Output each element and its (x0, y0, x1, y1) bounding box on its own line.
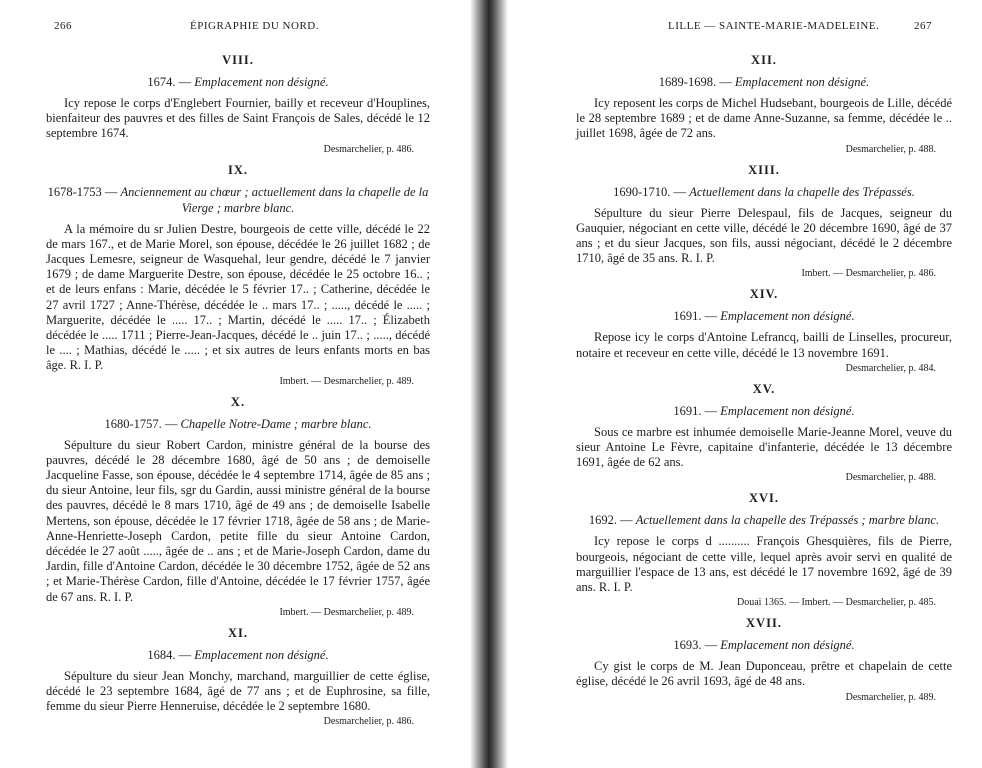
entry-dates: 1692. — (588, 513, 633, 528)
entry-source: Imbert. — Desmarchelier, p. 486. (801, 268, 936, 280)
left-page (0, 0, 478, 768)
entry-heading (576, 637, 952, 653)
epitaph-entry (576, 287, 952, 373)
epitaph-entry (46, 395, 430, 618)
entry-location: Actuellement dans la chapelle des Trépassés ; marbre blanc. (635, 513, 940, 528)
epitaph-entry (576, 616, 952, 702)
entry-heading (46, 74, 430, 90)
entry-source: Desmarchelier, p. 488. (845, 143, 936, 155)
entry-location: Emplacement non désigné. (194, 647, 329, 662)
right-page (498, 0, 982, 768)
entry-dates: 1691. — (673, 403, 718, 418)
entry-numeral: XII. (751, 53, 777, 67)
entry-numeral: XI. (227, 625, 249, 640)
entry-dates: 1693. — (673, 638, 718, 653)
entry-heading (46, 647, 430, 663)
entry-source: Desmarchelier, p. 486. (323, 143, 414, 155)
epitaph-entry (576, 382, 952, 484)
entry-location: Actuellement dans la chapelle des Trépassés. (689, 184, 915, 199)
entry-source: Desmarchelier, p. 489. (845, 691, 936, 703)
entry-text: Sépulture du sieur Pierre Delespaul, fils de Jacques, seigneur du Gauquier, négociant en cette ville, décédé le 20 décembre 1690, âgé de 37 ans ; et du sieur Jacques, son fils, aussi négociant, décédé le 2 décembre 1710, âgé de 35 ans. R. I. P. (576, 205, 952, 266)
entry-source: Imbert. — Desmarchelier, p. 489. (279, 375, 414, 387)
entry-dates: 1691. — (673, 309, 718, 324)
entry-source: Desmarchelier, p. 486. (323, 716, 414, 728)
running-head: LILLE — SAINTE-MARIE-MADELEINE. (668, 20, 880, 32)
entry-text: Icy repose le corps d'Englebert Fournier, bailly et receveur d'Houplines, bienfaiteur des pauvres et des filles de Saint François de Sales, décédé le 12 septembre 1674. (46, 96, 430, 141)
entry-text: Icy repose le corps d .......... François Ghesquières, fils de Pierre, bourgeois, négociant de cette ville, lequel après avoir servi en qualité de marguillier l'espace de 13 ans, est décédé le 17 novembre 1692, âgé de 39 ans. R. I. P. (576, 534, 952, 595)
entry-heading (576, 74, 952, 90)
entry-text: Sépulture du sieur Jean Monchy, marchand, marguillier de cette église, décédé le 23 septembre 1684, âgé de 77 ans ; et de Euphrosine, sa fille, femme du sieur Pierre Henneruise, décédée le 2 septembre 1680. (46, 668, 430, 714)
entry-heading (576, 184, 952, 200)
entry-numeral: XVII. (746, 616, 782, 631)
entry-heading (46, 184, 430, 216)
entry-dates: 1674. — (147, 75, 192, 89)
entry-numeral: XIV. (749, 287, 779, 302)
entry-location: Emplacement non désigné. (194, 75, 329, 89)
entry-source: Douai 1365. — Imbert. — Desmarchelier, p. 485. (737, 597, 936, 609)
entry-location: Emplacement non désigné. (720, 403, 855, 418)
entry-source: Desmarchelier, p. 484. (845, 362, 936, 374)
text-column (576, 48, 952, 711)
entry-dates: 1680-1757. — (104, 416, 178, 431)
entry-heading (576, 403, 952, 419)
entry-location: Chapelle Notre-Dame ; marbre blanc. (180, 416, 372, 431)
text-column (46, 48, 430, 735)
entry-numeral: VIII. (222, 53, 254, 67)
entry-dates: 1690-1710. — (613, 184, 687, 199)
running-head: ÉPIGRAPHIE DU NORD. (190, 20, 319, 32)
entry-location: Emplacement non désigné. (720, 638, 855, 653)
entry-numeral: XIII. (748, 162, 780, 177)
entry-dates: 1684. — (147, 647, 192, 662)
entry-location: Anciennement au chœur ; actuellement dans la chapelle de la Vierge ; marbre blanc. (120, 184, 429, 215)
epitaph-entry (46, 626, 430, 728)
entry-numeral: IX. (227, 162, 249, 177)
entry-text: Repose icy le corps d'Antoine Lefrancq, bailli de Linselles, procureur, notaire et receveur en cette ville, décédé le 13 novembre 1691. (576, 330, 952, 360)
entry-dates: 1678-1753 — (47, 184, 118, 199)
epitaph-entry (576, 491, 952, 608)
entry-heading (46, 416, 430, 432)
epitaph-entry (576, 163, 952, 280)
entry-heading (576, 512, 952, 528)
epitaph-entry (46, 163, 430, 387)
entry-numeral: XVI. (748, 491, 780, 506)
entry-numeral: X. (230, 394, 246, 409)
entry-source: Imbert. — Desmarchelier, p. 489. (279, 606, 414, 618)
entry-text: Cy gist le corps de M. Jean Duponceau, prêtre et chapelain de cette église, décédé le 26 avril 1693, âgé de 48 ans. (576, 659, 952, 689)
entry-numeral: XV. (752, 381, 776, 396)
entry-text: Sous ce marbre est inhumée demoiselle Marie-Jeanne Morel, veuve du sieur Antoine Le Fèvre, capitaine d'infanterie, décédée le 13 décembre 1691, âgée de 62 ans. (576, 424, 952, 470)
epitaph-entry (576, 53, 952, 155)
entry-dates: 1689-1698. — (658, 75, 732, 89)
entry-source: Desmarchelier, p. 488. (845, 472, 936, 484)
entry-location: Emplacement non désigné. (720, 309, 855, 324)
page-number: 266 (54, 20, 72, 32)
entry-text: Sépulture du sieur Robert Cardon, ministre général de la bourse des pauvres, décédé le 28 décembre 1680, âgé de 50 ans ; de demoiselle Jacqueline Fasse, son épouse, décédée le 4 septembre 1714, âgée de 85 ans ; du sieur Antoine, leur fils, sgr du Gardin, aussi ministre général de la bourse des pauvres, décédé le 8 mars 1710, âgé de 49 ans ; de demoiselle Isabelle Mertens, son épouse, décédée le 17 février 1718, âgée de 58 ans ; de Marie-Anne-Henriette-Joseph Cardon, petite fille du sieur Antoine Cardon, décédée le 27 août ....., âgée de .. ans ; et de Marie-Joseph Cardon, dame du Jardin, fille d'Antoine Cardon, décédée le 30 décembre 1752, âgée de 52 ans ; et Marie-Thérèse Cardon, fille d'Antoine, décédée le 17 février 1757, âgée de 67 ans. R. I. P. (46, 437, 430, 604)
entry-heading (576, 308, 952, 324)
entry-location: Emplacement non désigné. (734, 75, 870, 89)
entry-text: Icy reposent les corps de Michel Hudsebant, bourgeois de Lille, décédé le 28 septembre 1689 ; et de dame Anne-Suzanne, sa femme, décédée le .. juillet 1698, âgée de 72 ans. (576, 96, 952, 141)
page-number: 267 (914, 20, 932, 32)
epitaph-entry (46, 53, 430, 155)
entry-text: A la mémoire du sr Julien Destre, bourgeois de cette ville, décédé le 22 de mars 167., et de Marie Morel, son épouse, décédée le 26 juillet 1682 ; de Jacques Lemesre, seigneur de Wasquehal, leur gendre, décédé le 7 janvier 1679 ; de dame Marguerite Destre, son épouse, décédée le 25 octobre 16.. ; et de leurs enfans : Marie, décédée le 5 février 17.. ; Catherine, décédée le 27 avril 1727 ; Anne-Thérèse, décédée le .. mars 17.. ; ....., décédé le ..... ; Marguerite, décédée le ..... 17.. ; Martin, décédé le ..... 17.. ; Élizabeth décédée le ..... 1711 ; Pierre-Jean-Jacques, décédé le .. juin 17.. ; ....., décédé le .... ; Mathias, décédé le ..... ; et six autres de leurs enfants morts en bas âge. R. I. P. (46, 221, 430, 373)
